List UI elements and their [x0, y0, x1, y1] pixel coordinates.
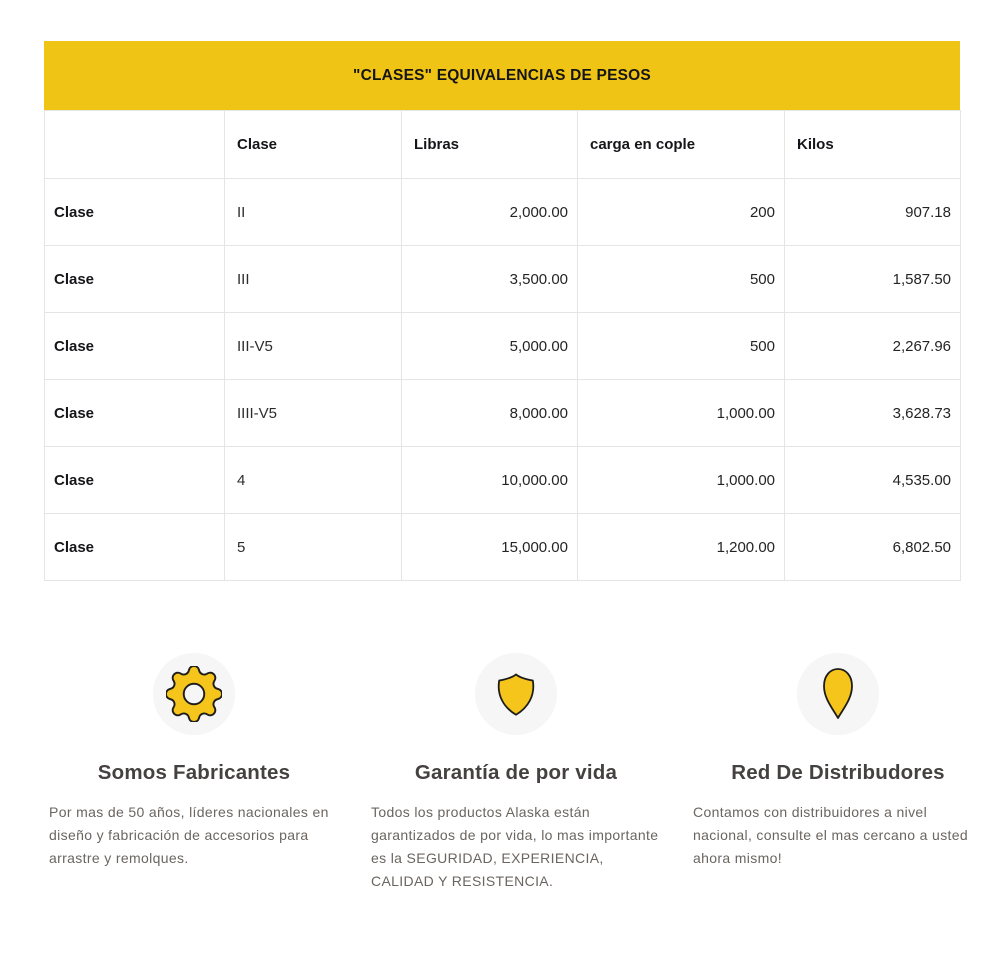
cell-carga: 1,000.00 [578, 447, 785, 514]
table-row [45, 447, 961, 514]
col-header-carga-en-cople: carga en cople [578, 111, 785, 179]
cell-clase: 5 [225, 514, 402, 581]
table-row [45, 313, 961, 380]
col-header-clase: Clase [225, 111, 402, 179]
table-row [45, 246, 961, 313]
col-header-kilos: Kilos [785, 111, 961, 179]
row-label: Clase [45, 380, 225, 447]
cell-carga: 500 [578, 313, 785, 380]
icon-circle [797, 653, 879, 735]
cell-libras: 15,000.00 [402, 514, 578, 581]
cell-clase: II [225, 179, 402, 246]
icon-circle [475, 653, 557, 735]
cell-carga: 1,200.00 [578, 514, 785, 581]
feature-description: Todos los productos Alaska están garantizados de por vida, lo mas importante es la SEGURIDAD, EXPERIENCIA, CALIDAD Y RESISTENCIA. [371, 804, 659, 889]
cell-clase: III [225, 246, 402, 313]
table-row [45, 380, 961, 447]
cell-libras: 10,000.00 [402, 447, 578, 514]
row-label: Clase [45, 514, 225, 581]
weight-equivalence-section [44, 41, 960, 581]
feature-card-fabricantes [44, 653, 344, 893]
cell-carga: 1,000.00 [578, 380, 785, 447]
cell-libras: 5,000.00 [402, 313, 578, 380]
table-row [45, 179, 961, 246]
col-header-libras: Libras [402, 111, 578, 179]
feature-title: Somos Fabricantes [97, 761, 291, 784]
cell-carga: 500 [578, 246, 785, 313]
location-pin-icon [813, 664, 863, 724]
table-row [45, 514, 961, 581]
col-header-empty [45, 111, 225, 179]
cell-kilos: 6,802.50 [785, 514, 961, 581]
row-label: Clase [45, 179, 225, 246]
cell-kilos: 3,628.73 [785, 380, 961, 447]
cell-libras: 8,000.00 [402, 380, 578, 447]
cell-libras: 3,500.00 [402, 246, 578, 313]
feature-title: Red De Distribudores [731, 761, 945, 784]
feature-card-distribuidores [688, 653, 988, 893]
features-section [44, 653, 988, 893]
table-title: "CLASES" EQUIVALENCIAS DE PESOS [353, 66, 651, 84]
feature-description: Por mas de 50 años, líderes nacionales en diseño y fabricación de accesorios para arrastre y remolques. [49, 804, 329, 866]
cell-kilos: 2,267.96 [785, 313, 961, 380]
cell-kilos: 1,587.50 [785, 246, 961, 313]
gear-icon [166, 666, 222, 722]
page [0, 41, 1006, 893]
cell-clase: 4 [225, 447, 402, 514]
feature-card-garantia [366, 653, 666, 893]
cell-kilos: 4,535.00 [785, 447, 961, 514]
row-label: Clase [45, 313, 225, 380]
icon-circle [153, 653, 235, 735]
cell-carga: 200 [578, 179, 785, 246]
table-title-banner [44, 41, 960, 110]
row-label: Clase [45, 246, 225, 313]
feature-title: Garantía de por vida [414, 761, 618, 784]
cell-clase: III-V5 [225, 313, 402, 380]
feature-description: Contamos con distribuidores a nivel nacional, consulte el mas cercano a usted ahora mismo! [693, 804, 969, 866]
cell-libras: 2,000.00 [402, 179, 578, 246]
table-header-row [45, 111, 961, 179]
row-label: Clase [45, 447, 225, 514]
equivalencias-table [44, 110, 961, 581]
cell-kilos: 907.18 [785, 179, 961, 246]
cell-clase: IIII-V5 [225, 380, 402, 447]
shield-icon [487, 666, 545, 722]
